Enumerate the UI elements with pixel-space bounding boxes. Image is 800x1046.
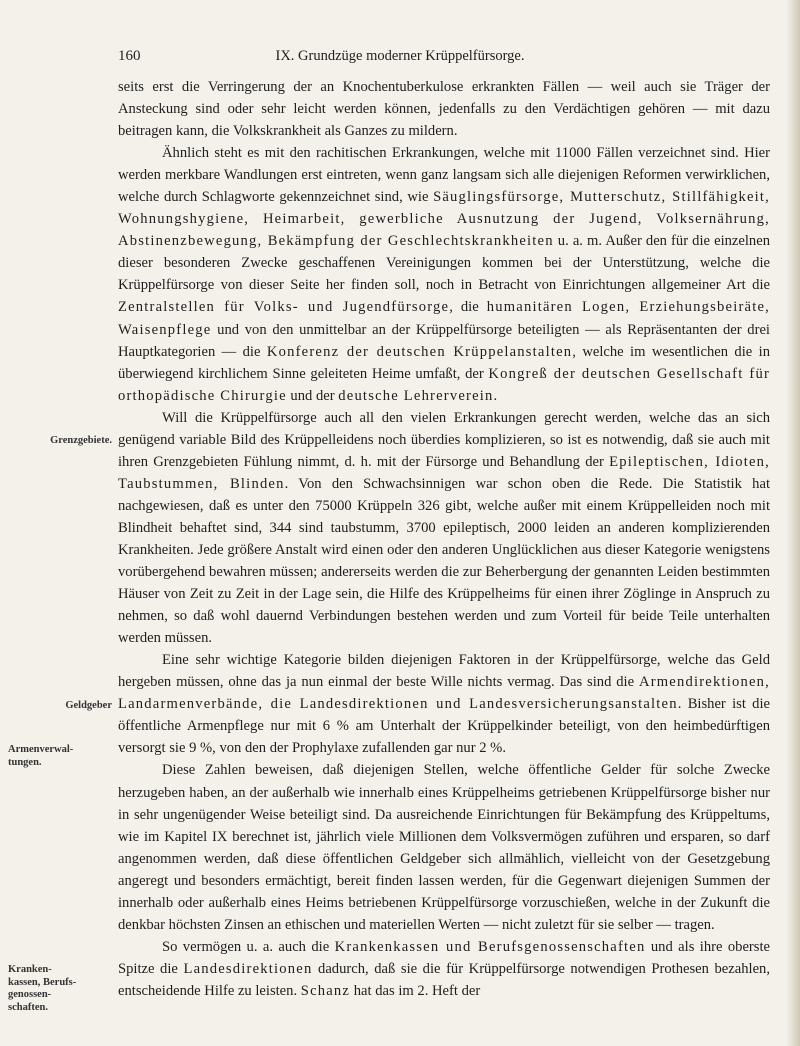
paragraph	[118, 142, 770, 407]
text-run: .	[493, 387, 498, 404]
margin-note-armenverwaltungen: Armenverwal-tungen.	[8, 744, 74, 768]
text-run: Ähnlich steht es mit den rachitischen Erkrankungen, welche mit 11000 Fällen verzeichnet sind. Hier werden merkbare Wandlungen erst eintreten, wenn ganz langsam sich alle diejenigen Reformen verwirklichen, welche durch Schlagworte gekennzeichnet sind, wie	[118, 145, 770, 206]
spaced-term: Krankenkassen und Berufsgenossenschaften	[334, 938, 646, 955]
text-run: , die	[449, 299, 487, 316]
paragraph	[118, 759, 770, 935]
text-run: und von den unmittelbar an der Krüppelfürsorge beteiligten — als Repräsentanten der drei Hauptkategorien — die	[118, 321, 770, 360]
text-run: , welche im wesentlichen die in überwiegend kirchlichem Sinne geleiteten Heime umfaßt, der	[118, 343, 770, 382]
spaced-term: Armendirektionen, Landarmenverbände, die Landesdirektionen und Landesversicherungsanstalten	[118, 674, 770, 713]
text-run: u. a. m. Außer den für die einzelnen dieser besonderen Zwecke geschaffenen Vereinigungen kommen bei der Unterstützung, welche die Krüppelfürsorge von dieser Seite her finden soll, noch in Betracht von Einrichtungen allgemeiner Art die	[118, 233, 770, 294]
paragraph	[118, 649, 770, 759]
paragraph	[118, 407, 770, 650]
spaced-term: Zentralstellen für Volks- und Jugendfürsorge	[118, 299, 450, 316]
running-title: IX. Grundzüge moderner Krüppelfürsorge.	[275, 48, 525, 64]
text-run: und der	[286, 387, 339, 404]
body-text	[118, 76, 770, 1002]
spaced-term: Epileptischen, Idioten, Taubstummen, Blinden	[118, 453, 770, 492]
paragraph	[118, 76, 770, 142]
spaced-term: Konferenz der deutschen Krüppelanstalten	[266, 343, 573, 360]
spaced-term: deutsche Lehrerverein	[338, 387, 494, 404]
text-run: Diese Zahlen beweisen, daß diejenigen Stellen, welche öffentliche Gelder für solche Zwecke herzugeben haben, an der außerhalb wie innerhalb eines Krüppelheims getriebenen Krüppelfürsorge bisher nur in sehr ungenügender Weise beteiligt sind. Da ausreichende Einrichtungen für Bekämpfung des Krüppeltums, wie im Kapitel IX berechnet ist, jährlich viele Millionen dem Volksvermögen zuführen und ersparen, so darf angenommen werden, daß diese öffentlichen Geldgeber sich allmählich, vielleicht von der Gesetzgebung angeregt und besonders ermächtigt, bereit finden lassen werden, für die Gegenwart diejenigen Summen der innerhalb oder außerhalb eines Heims betriebenen Krüppelfürsorge vorzuschießen, welche in der Zukunft die denkbar höchsten Zinsen an ethischen und materiellen Werten — nicht zuletzt für sie selber — tragen.	[118, 762, 770, 933]
text-run: hat das im 2. Heft der	[350, 982, 481, 999]
spaced-term: Schanz	[300, 982, 351, 999]
spaced-term: Landesdirektionen	[183, 960, 313, 977]
text-run: Eine sehr wichtige Kategorie bilden diejenigen Faktoren in der Krüppelfürsorge, welche das Geld hergeben müssen, ohne das ja nun einmal der beste Wille nichts vermag. Das sind die	[118, 652, 770, 691]
paragraph	[118, 936, 770, 1002]
text-run: seits erst die Verringerung der an Knochentuberkulose erkrankten Fällen — weil auch sie Träger der Ansteckung sind oder sehr leicht werden können, jedenfalls zu den Verdächtigen gehören — mit dazu beitragen kann, die Volkskrankheit als Ganzes zu mildern.	[118, 79, 770, 140]
spaced-term: Säuglingsfürsorge, Mutterschutz, Stillfähigkeit, Wohnungshygiene, Heimarbeit, gewerbliche Ausnutzung der Jugend, Volksernährung, Abstinenzbewegung, Bekämpfung der Geschlechtskrankheiten	[118, 189, 770, 250]
text-run: So vermögen u. a. auch die	[162, 938, 335, 955]
margin-note-krankenkassen: Kranken-kassen, Berufs-genossen-schaften.	[8, 964, 77, 1013]
page-header	[0, 48, 800, 70]
spaced-term: Kongreß der deutschen Gesellschaft für orthopädische Chirurgie	[118, 365, 770, 404]
text-run: dadurch, daß sie die für Krüppelfürsorge notwendigen Prothesen bezahlen, entscheidende Hilfe zu leisten.	[118, 960, 770, 999]
text-run: . Bisher ist die öffentliche Armenpflege nur mit 6 % am Unterhalt der Krüppelkinder beteiligt, von den heimbedürftigen versorgt sie 9 %, von den der Prophylaxe zufallenden gar nur 2 %.	[118, 696, 770, 757]
page-edge-shadow	[786, 0, 800, 1046]
spaced-term: humanitären Logen, Erziehungsbeiräte, Waisenpflege	[118, 299, 770, 338]
margin-note-grenzgebiete: Grenzgebiete.	[50, 435, 112, 446]
text-run: . Von den Schwachsinnigen war schon oben die Rede. Die Statistik hat nachgewiesen, daß es unter den 75000 Krüppeln 326 gibt, welche außer mit einem Krüppelleiden noch mit Blindheit behaftet sind, 344 sind taubstumm, 3700 epileptisch, 2000 leiden an anderen komplizierenden Krankheiten. Jede größere Anstalt wird einen oder den anderen Unglücklichen aus dieser Kategorie wenigstens vorübergehend bewahren müssen; andererseits werden die zur Beherbergung der genannten Leiden bestimmten Häuser von Zeit zu Zeit in der Lage sein, die Hilfe des Krüppelheims für einen ihrer Zöglinge in Anspruch zu nehmen, so daß wohl dauernd Verbindungen bestehen werden und zum Vorteil für beide Teile unterhalten werden müssen.	[118, 475, 771, 647]
page-number: 160	[118, 48, 141, 64]
margin-note-geldgeber: Geldgeber	[65, 700, 112, 711]
text-run: Will die Krüppelfürsorge auch all den vielen Erkrankungen gerecht werden, welche das an sich genügend variable Bild des Krüppelleidens noch überdies komplizieren, so ist es notwendig, daß sie auch mit ihren Grenzgebieten Fühlung nimmt, d. h. mit der Fürsorge und Behandlung der	[118, 409, 770, 470]
text-run: und als ihre oberste Spitze die	[118, 938, 771, 977]
